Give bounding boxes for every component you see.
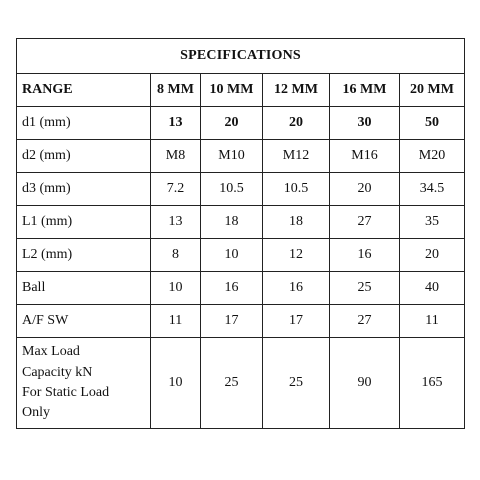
- table-cell: 90: [330, 338, 400, 429]
- label-line: Capacity kN: [22, 364, 93, 380]
- table-cell: 13: [151, 206, 201, 239]
- table-cell: 30: [330, 107, 400, 140]
- table-row-d3: [17, 173, 465, 206]
- table-cell: 25: [263, 338, 330, 429]
- table-cell: 10: [151, 272, 201, 305]
- table-cell: 27: [330, 305, 400, 338]
- table-row-d1: [17, 107, 465, 140]
- row-label: L1 (mm): [17, 206, 151, 239]
- table-cell: 17: [263, 305, 330, 338]
- label-line: Only: [22, 405, 50, 421]
- table-row-l1: [17, 206, 465, 239]
- table-row-l2: [17, 239, 465, 272]
- table-cell: 27: [330, 206, 400, 239]
- table-cell: 20: [263, 107, 330, 140]
- table-cell: 13: [151, 107, 201, 140]
- table-cell: 50: [400, 107, 465, 140]
- table-cell: 10: [151, 338, 201, 429]
- header-col-16mm: 16 MM: [330, 74, 400, 107]
- table-cell: 10.5: [201, 173, 263, 206]
- table-cell: M10: [201, 140, 263, 173]
- table-row-max-load: [17, 338, 465, 429]
- table-cell: 16: [330, 239, 400, 272]
- row-label: Ball: [17, 272, 151, 305]
- header-range-label: RANGE: [17, 74, 151, 107]
- table-cell: 34.5: [400, 173, 465, 206]
- table-cell: M20: [400, 140, 465, 173]
- table-cell: M12: [263, 140, 330, 173]
- header-col-8mm: 8 MM: [151, 74, 201, 107]
- table-cell: M8: [151, 140, 201, 173]
- table-cell: 18: [263, 206, 330, 239]
- table-cell: 11: [151, 305, 201, 338]
- table-cell: 7.2: [151, 173, 201, 206]
- header-col-12mm: 12 MM: [263, 74, 330, 107]
- table-cell: 11: [400, 305, 465, 338]
- table-cell: 35: [400, 206, 465, 239]
- row-label-max-load: [17, 338, 151, 429]
- table-cell: 20: [201, 107, 263, 140]
- table-cell: 10: [201, 239, 263, 272]
- table-cell: 10.5: [263, 173, 330, 206]
- table-title: SPECIFICATIONS: [17, 39, 465, 74]
- table-cell: 8: [151, 239, 201, 272]
- table-cell: 16: [263, 272, 330, 305]
- row-label: A/F SW: [17, 305, 151, 338]
- header-col-20mm: 20 MM: [400, 74, 465, 107]
- specifications-table: [16, 38, 465, 429]
- row-label: d3 (mm): [17, 173, 151, 206]
- table-cell: 18: [201, 206, 263, 239]
- table-row-d2: [17, 140, 465, 173]
- table-cell: 25: [201, 338, 263, 429]
- label-line: Max Load: [22, 344, 80, 360]
- table-cell: 25: [330, 272, 400, 305]
- table-row-af-sw: [17, 305, 465, 338]
- table-cell: 20: [330, 173, 400, 206]
- table-cell: 12: [263, 239, 330, 272]
- label-line: For Static Load: [22, 385, 110, 400]
- table-cell: 40: [400, 272, 465, 305]
- row-label: d2 (mm): [17, 140, 151, 173]
- table-cell: 17: [201, 305, 263, 338]
- table-cell: 16: [201, 272, 263, 305]
- title-row: [17, 39, 465, 74]
- table-cell: M16: [330, 140, 400, 173]
- header-row: [17, 74, 465, 107]
- row-label: d1 (mm): [17, 107, 151, 140]
- table-row-ball: [17, 272, 465, 305]
- row-label: L2 (mm): [17, 239, 151, 272]
- table-cell: 20: [400, 239, 465, 272]
- table-cell: 165: [400, 338, 465, 429]
- header-col-10mm: 10 MM: [201, 74, 263, 107]
